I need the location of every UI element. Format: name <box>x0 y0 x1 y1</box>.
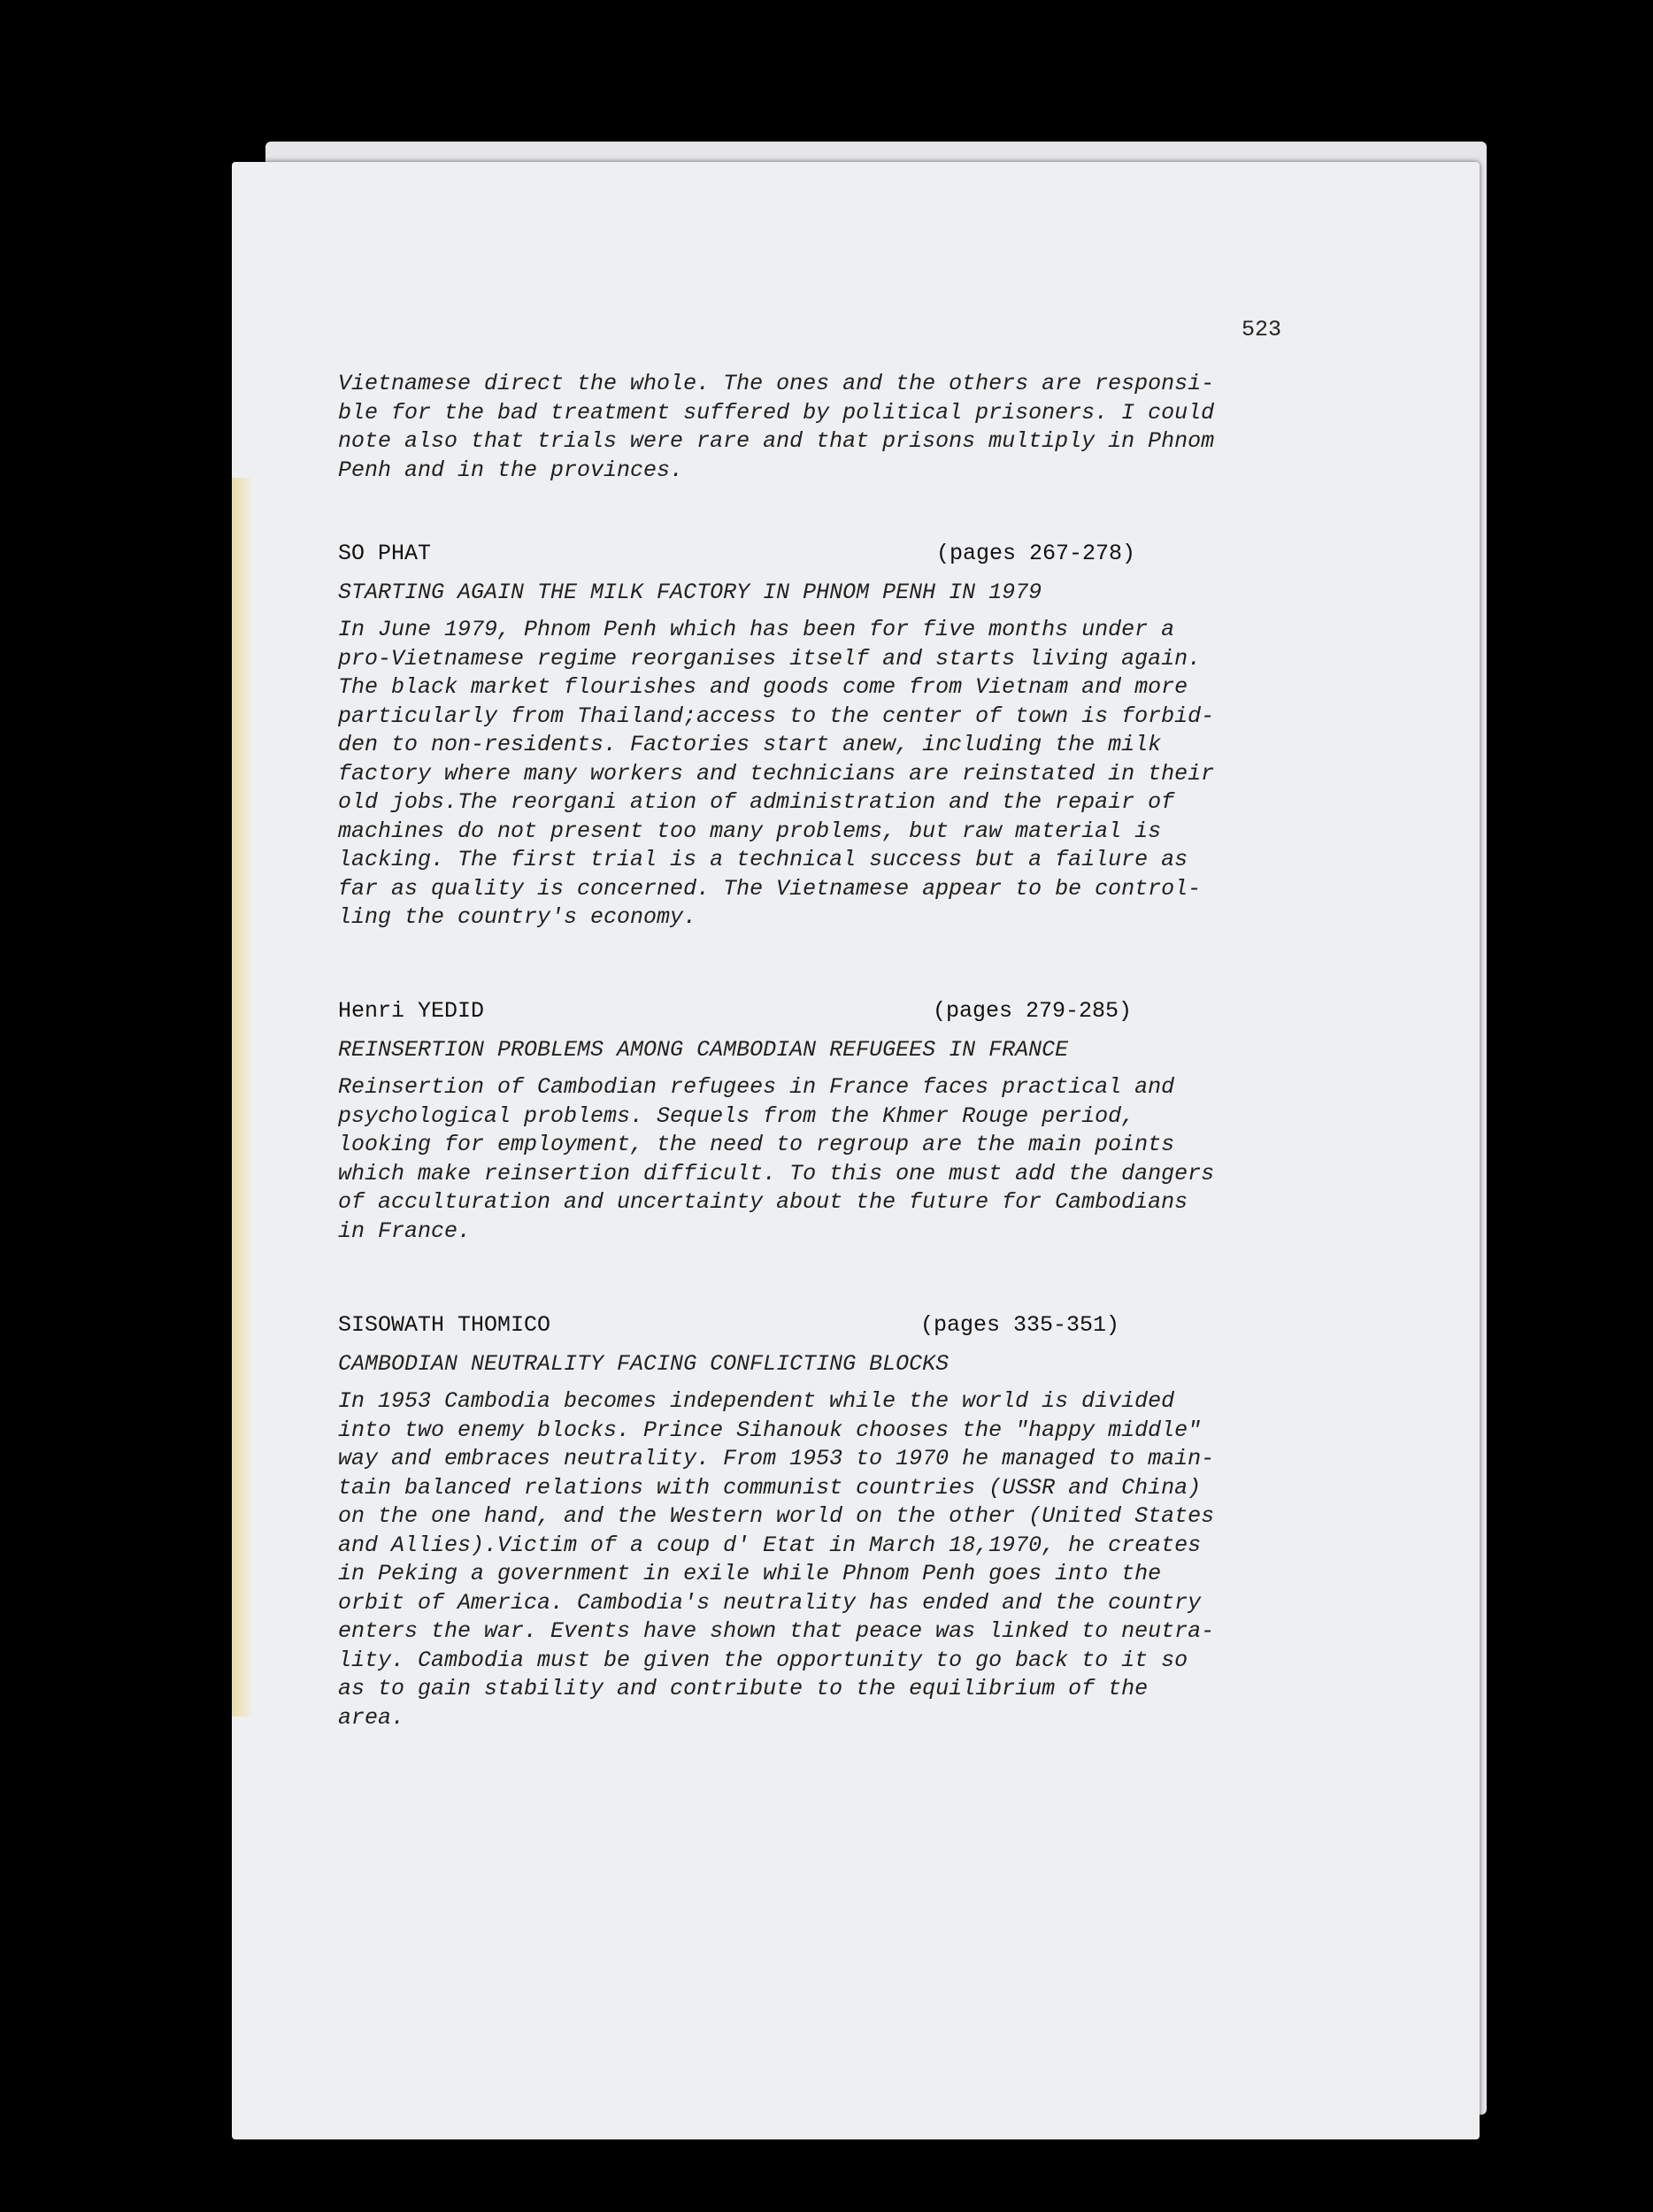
entry-pages: (pages 279-285) <box>933 998 1133 1024</box>
entry-heading <box>338 1310 1338 1341</box>
entry-author: SO PHAT <box>338 541 432 566</box>
page-number: 523 <box>1242 317 1282 342</box>
entry-sisowath-thomico <box>338 1310 1338 1732</box>
entry-henri-yedid <box>338 995 1338 1246</box>
entry-abstract: In 1953 Cambodia becomes independent while the world is divided into two enemy blocks. Prince Sihanouk chooses the "happy middle" way and embraces neutrality. From 1953 to 1970 he managed to main- tain balanced relations with communist countries (USSR and China) on the one hand, and the Western world on the other (United States and Allies).Victim of a coup d' Etat in March 18,1970, he creates in Peking a government in exile while Phnom Penh goes into the orbit of America. Cambodia's neutrality has ended and the country enters the war. Events have shown that peace was linked to neutra- lity. Cambodia must be given the opportunity to go back to it so as to gain stability and contribute to the equilibrium of the area. <box>338 1388 1215 1731</box>
entry-abstract: In June 1979, Phnom Penh which has been for five months under a pro-Vietnamese regime reorganises itself and starts living again. The black market flourishes and goods come from Vietnam and more particularly from Thailand;access to the center of town is forbid- den to non-residents. Factories start anew, including the milk factory where many workers and technicians are reinstated in their old jobs.The reorgani ation of administration and the repair of machines do not present too many problems, but raw material is lacking. The first trial is a technical success but a failure as far as quality is concerned. The Vietnamese appear to be control- ling the country's economy. <box>338 617 1215 930</box>
entry-title: REINSERTION PROBLEMS AMONG CAMBODIAN REFUGEES IN FRANCE <box>338 1037 1069 1063</box>
binding-stain <box>232 478 253 1717</box>
entry-abstract: Reinsertion of Cambodian refugees in France faces practical and psychological problems. Sequels from the Khmer Rouge period, looking for employment, the need to regroup are the main points which make reinsertion difficult. To this one must add the dangers of acculturation and uncertainty about the future for Cambodians in France. <box>338 1074 1215 1244</box>
entry-so-phat <box>338 538 1338 933</box>
entry-author: Henri YEDID <box>338 998 485 1024</box>
intro-paragraph: Vietnamese direct the whole. The ones and the others are responsi- ble for the bad treatment suffered by political prisoners. I could note also that trials were rare and that prisons multiply in Phnom Penh and in the provinces. <box>338 371 1215 483</box>
entry-title: CAMBODIAN NEUTRALITY FACING CONFLICTING BLOCKS <box>338 1351 950 1377</box>
entry-author: SISOWATH THOMICO <box>338 1312 551 1338</box>
intro-paragraph-block <box>338 370 1338 485</box>
entry-pages: (pages 267-278) <box>936 541 1136 566</box>
entry-pages: (pages 335-351) <box>920 1312 1120 1338</box>
entry-heading <box>338 538 1338 570</box>
entry-title: STARTING AGAIN THE MILK FACTORY IN PHNOM PENH IN 1979 <box>338 580 1042 605</box>
entry-heading <box>338 995 1338 1027</box>
